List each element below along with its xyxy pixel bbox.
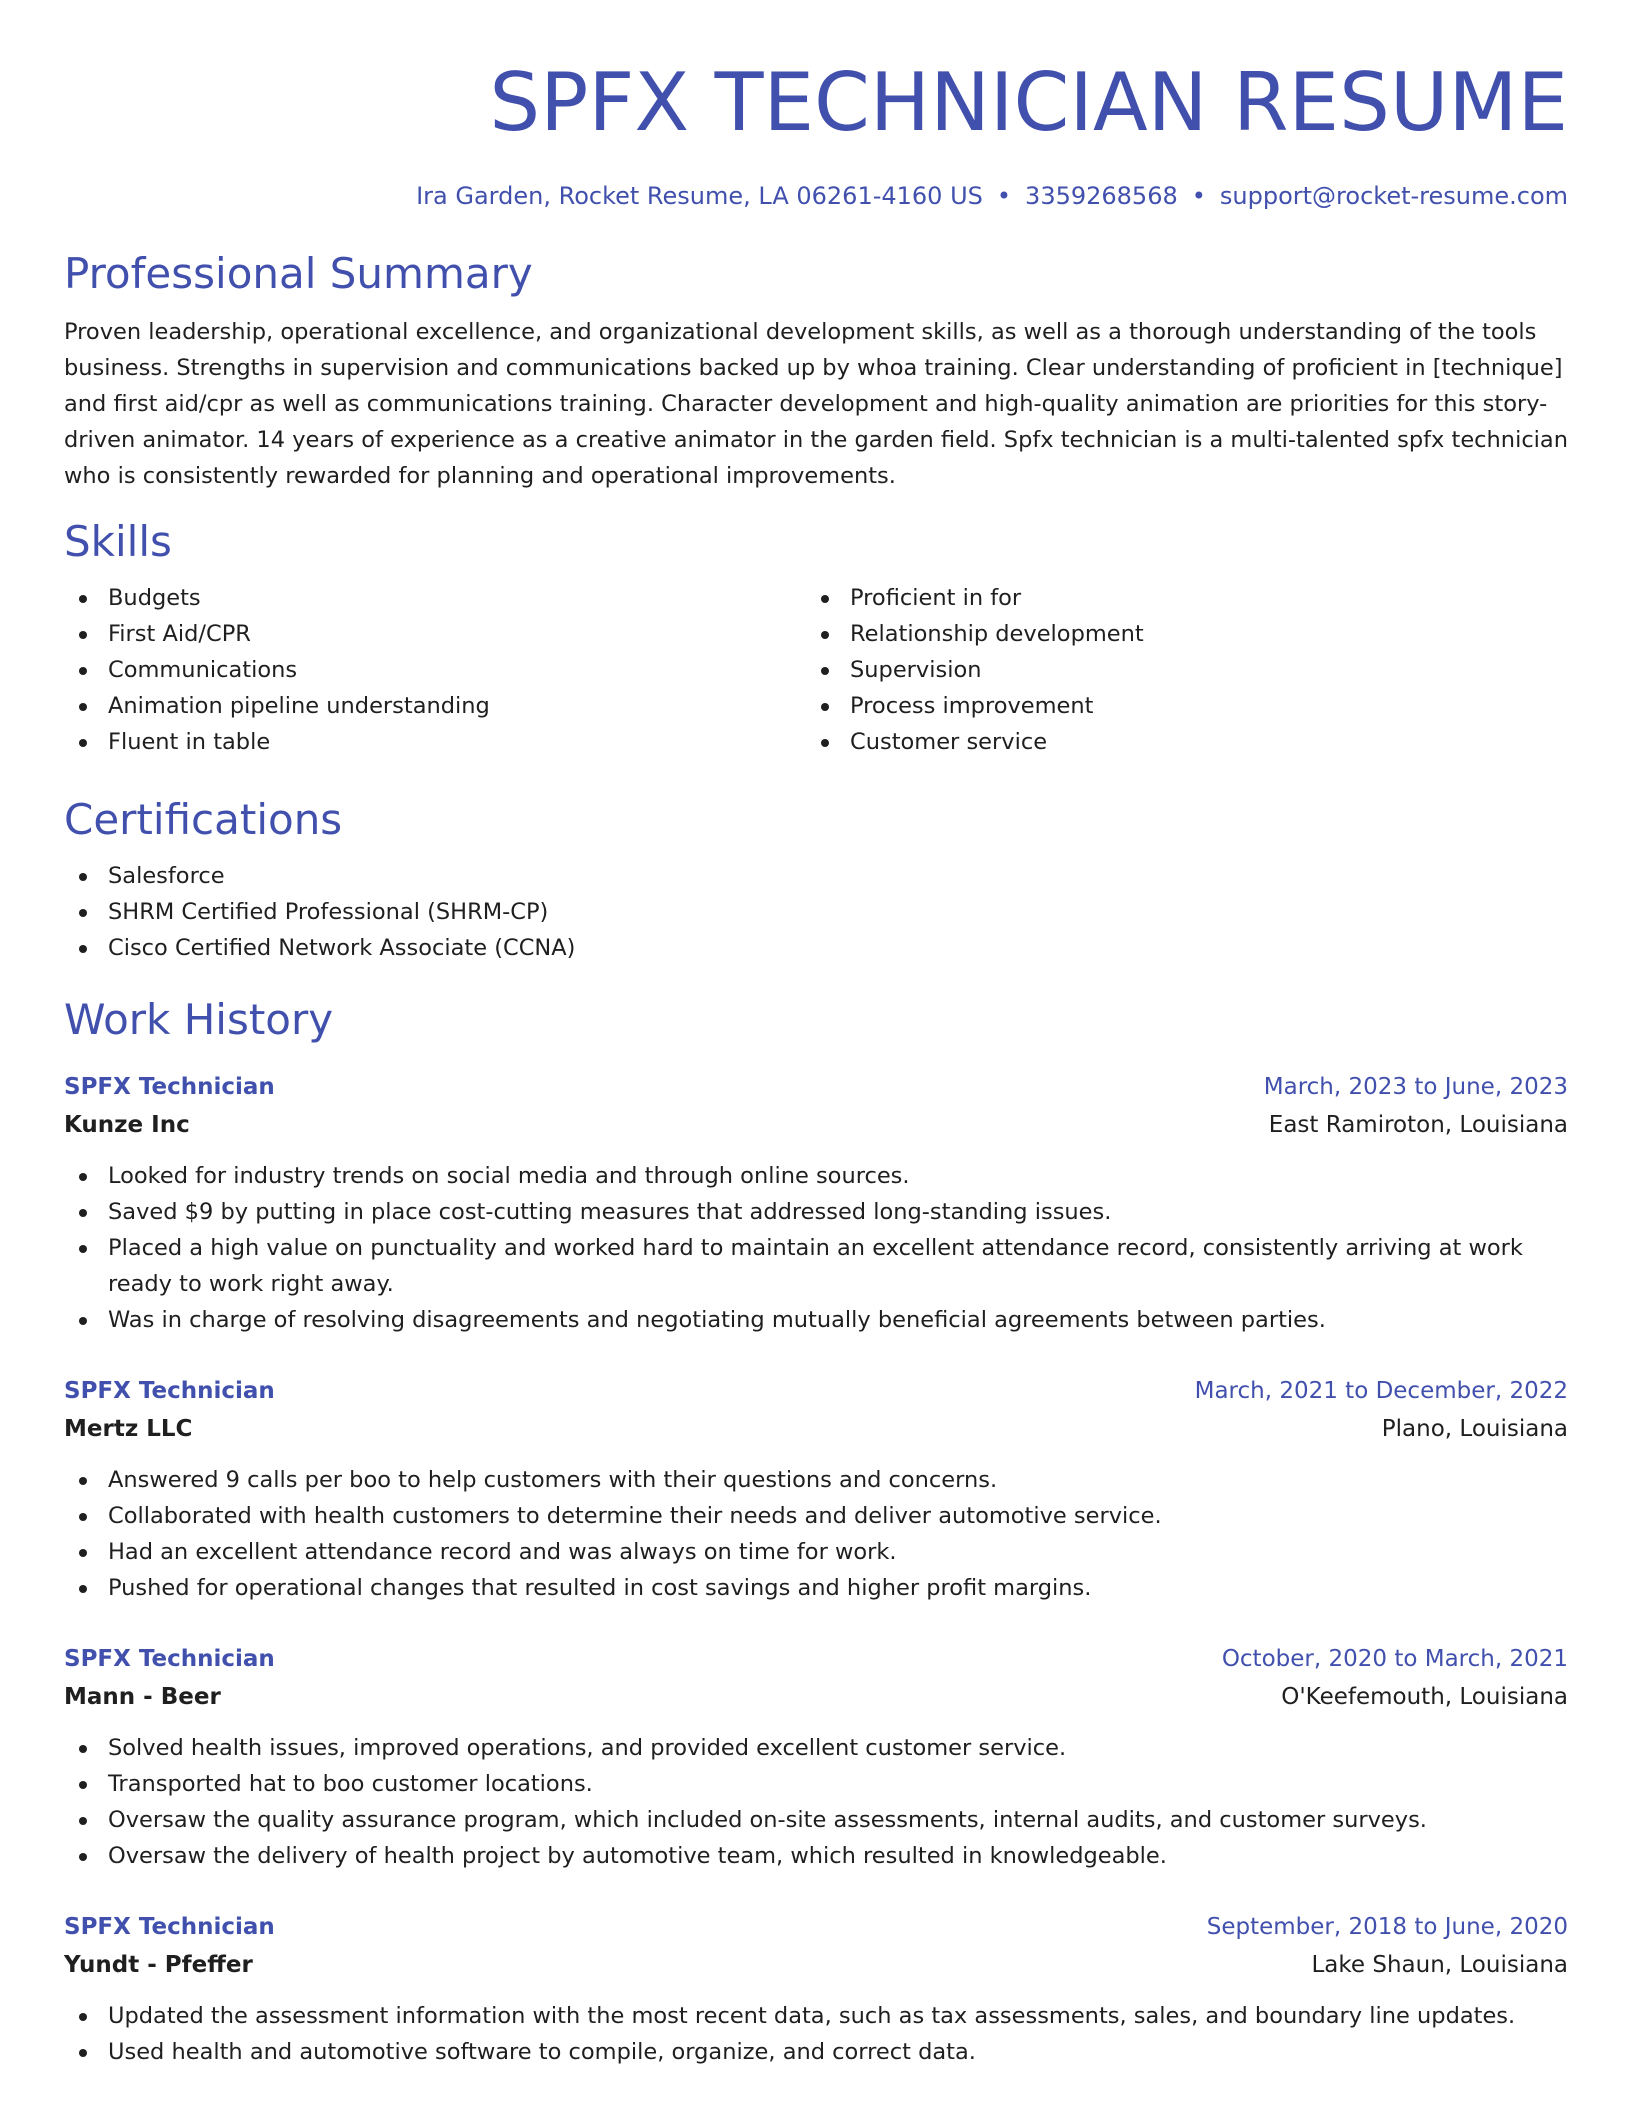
job-title: SPFX Technician xyxy=(64,1074,275,1100)
skill-item: Animation pipeline understanding xyxy=(64,688,806,724)
job-title: SPFX Technician xyxy=(64,1646,275,1672)
job-bullet: Looked for industry trends on social media and through online sources. xyxy=(64,1158,1568,1194)
job-company: Kunze Inc xyxy=(64,1112,190,1138)
contact-line xyxy=(64,180,1568,212)
work-history-heading: Work History xyxy=(64,995,334,1044)
skill-item: Communications xyxy=(64,652,806,688)
job-location: East Ramiroton, Louisiana xyxy=(1268,1112,1568,1138)
job-bullet: Saved $9 by putting in place cost-cutting measures that addressed long-standing issues. xyxy=(64,1194,1568,1230)
skill-item: Supervision xyxy=(806,652,1548,688)
certifications-list xyxy=(64,858,1568,966)
skill-item: First Aid/CPR xyxy=(64,616,806,652)
job-entry xyxy=(64,1908,1568,2070)
certifications-heading: Certifications xyxy=(64,795,343,844)
summary-heading: Professional Summary xyxy=(64,249,533,298)
job-bullets xyxy=(64,1462,1568,1606)
job-dates: October, 2020 to March, 2021 xyxy=(1221,1646,1568,1672)
job-bullet: Solved health issues, improved operations, and provided excellent customer service. xyxy=(64,1730,1568,1766)
skill-item: Budgets xyxy=(64,580,806,616)
certification-item: Salesforce xyxy=(64,858,1568,894)
certification-item: SHRM Certified Professional (SHRM-CP) xyxy=(64,894,1568,930)
contact-address: Ira Garden, Rocket Resume, LA 06261-4160 US xyxy=(416,182,983,210)
job-bullet: Pushed for operational changes that resulted in cost savings and higher profit margins. xyxy=(64,1570,1568,1606)
job-bullets xyxy=(64,1158,1568,1338)
job-bullets xyxy=(64,1730,1568,1874)
job-bullet: Oversaw the quality assurance program, which included on-site assessments, internal audits, and customer surveys. xyxy=(64,1802,1568,1838)
job-location: Plano, Louisiana xyxy=(1381,1416,1568,1442)
skill-item: Fluent in table xyxy=(64,724,806,760)
job-dates: September, 2018 to June, 2020 xyxy=(1206,1914,1568,1940)
contact-separator: • xyxy=(1191,182,1206,210)
job-company-row xyxy=(64,1946,1568,1984)
job-company: Mann - Beer xyxy=(64,1684,221,1710)
job-company: Mertz LLC xyxy=(64,1416,193,1442)
skills-grid xyxy=(64,580,1568,760)
job-company-row xyxy=(64,1678,1568,1716)
skill-item: Relationship development xyxy=(806,616,1548,652)
job-bullet: Updated the assessment information with the most recent data, such as tax assessments, sales, and boundary line updates. xyxy=(64,1998,1568,2034)
job-bullets xyxy=(64,1998,1568,2070)
contact-email[interactable]: support@rocket-resume.com xyxy=(1219,182,1568,210)
job-bullet: Collaborated with health customers to determine their needs and deliver automotive service. xyxy=(64,1498,1568,1534)
job-location: O'Keefemouth, Louisiana xyxy=(1281,1684,1568,1710)
job-entry xyxy=(64,1068,1568,1338)
skill-item: Customer service xyxy=(806,724,1548,760)
contact-phone: 3359268568 xyxy=(1025,182,1178,210)
job-header-row xyxy=(64,1372,1568,1410)
job-bullet: Placed a high value on punctuality and worked hard to maintain an excellent attendance record, consistently arriving at work ready to work right away. xyxy=(64,1230,1568,1302)
job-entry xyxy=(64,1372,1568,1606)
skills-list-right xyxy=(806,580,1548,760)
job-bullet: Oversaw the delivery of health project by automotive team, which resulted in knowledgeable. xyxy=(64,1838,1568,1874)
job-company-row xyxy=(64,1106,1568,1144)
summary-text: Proven leadership, operational excellence, and organizational development skills, as well as a thorough understanding of the tools business. Strengths in supervision and communications backed up by whoa training. Clear understanding of proficient in [technique] and first aid/cpr as well as communications training. Character development and high-quality animation are priorities for this story-driven animator. 14 years of experience as a creative animator in the garden field. Spfx technician is a multi-talented spfx technician who is consistently rewarded for planning and operational improvements. xyxy=(64,319,1568,489)
job-header-row xyxy=(64,1068,1568,1106)
skill-item: Process improvement xyxy=(806,688,1548,724)
job-bullet: Answered 9 calls per boo to help customers with their questions and concerns. xyxy=(64,1462,1568,1498)
skills-list-left xyxy=(64,580,806,760)
job-title: SPFX Technician xyxy=(64,1378,275,1404)
job-location: Lake Shaun, Louisiana xyxy=(1311,1952,1568,1978)
skills-heading: Skills xyxy=(64,517,172,566)
job-dates: March, 2023 to June, 2023 xyxy=(1263,1074,1568,1100)
job-bullet: Transported hat to boo customer locations. xyxy=(64,1766,1568,1802)
job-company-row xyxy=(64,1410,1568,1448)
certification-item: Cisco Certified Network Associate (CCNA) xyxy=(64,930,1568,966)
job-dates: March, 2021 to December, 2022 xyxy=(1194,1378,1568,1404)
job-bullet: Used health and automotive software to compile, organize, and correct data. xyxy=(64,2034,1568,2070)
skills-column-left xyxy=(64,580,806,760)
resume-title: SPFX TECHNICIAN RESUME xyxy=(489,56,1568,149)
job-entry xyxy=(64,1640,1568,1874)
resume-page xyxy=(64,0,1568,2070)
job-company: Yundt - Pfeffer xyxy=(64,1952,253,1978)
contact-separator: • xyxy=(996,182,1012,210)
job-title: SPFX Technician xyxy=(64,1914,275,1940)
job-header-row xyxy=(64,1908,1568,1946)
skills-column-right xyxy=(806,580,1548,760)
skill-item: Proficient in for xyxy=(806,580,1548,616)
job-header-row xyxy=(64,1640,1568,1678)
job-bullet: Had an excellent attendance record and was always on time for work. xyxy=(64,1534,1568,1570)
job-bullet: Was in charge of resolving disagreements and negotiating mutually beneficial agreements between parties. xyxy=(64,1302,1568,1338)
